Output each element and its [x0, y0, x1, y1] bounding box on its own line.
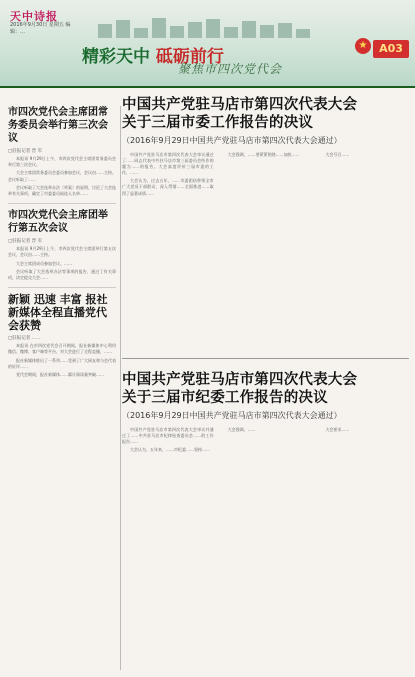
article-paragraph: 大会主席团常务委员会委员参加会议，会议由……主持。会议听取了……: [8, 170, 116, 182]
resolution-body: [122, 152, 409, 352]
resolution-title-line-2: 关于三届市委工作报告的决议: [122, 115, 314, 131]
text-column: [122, 427, 214, 609]
article-byline: □驻报记者 ……: [8, 336, 41, 342]
article-body: [8, 246, 116, 281]
resolution-title-line-1: 中国共产党驻马店市第四次代表大会: [122, 372, 358, 388]
section-motto: 聚焦市四次党代会: [178, 62, 283, 76]
text-column: [122, 152, 214, 352]
article-headline: 市四次党代会主席团举行第五次会议: [8, 210, 108, 235]
resolution-title-line-2: 关于三届市纪委工作报告的决议: [122, 390, 328, 406]
text-column: [317, 427, 409, 609]
article-paragraph: 会议听取了大会选举办法等事项的报告，通过了有关事项，决定提交大会……: [8, 268, 116, 281]
text-column: [220, 152, 312, 352]
masthead-banner: [0, 0, 415, 88]
page-number: A03: [373, 40, 409, 58]
article-body: [8, 156, 116, 197]
article-paragraph: 大会强调，……要紧紧围绕……加快……: [227, 152, 300, 157]
article-paragraph: 党代会期间，报社新媒体……累计阅读量突破……: [16, 372, 104, 378]
city-skyline-illustration: [98, 18, 338, 38]
article-paragraph: 会议听取了大会选举办法（草案）的说明，讨论了大会选举有关事项，确定了市委委员候选人名单……: [8, 184, 116, 197]
article-paragraph: 报社新媒体推出了一系列……受到了广大网友和与会代表的好评……: [8, 357, 116, 369]
article-paragraph: 大会主席团成员参加会议。……: [16, 260, 72, 266]
section-label-a: 精彩天中: [82, 47, 150, 67]
article-paragraph: 大会号召……: [325, 152, 350, 157]
resolution-subtitle: （2016年9月29日中国共产党驻马店市第四次代表大会通过）: [122, 136, 342, 145]
article-paragraph: 中国共产党驻马店市第四次代表大会审议并通过了……中共驻马店市纪律检查委员会……的工作报告……: [122, 427, 214, 445]
article-paragraph: 大会强调，……: [227, 427, 256, 432]
article-paragraph: 本报讯 在市四次党代会召开期间，报社新媒体中心利用微信、微博、客户端等平台，对大会进行了全程直播，……: [8, 343, 116, 355]
article-paragraph: 本报讯 9月29日上午，市四次党代会主席团举行第五次会议，会议由……主持。: [8, 246, 116, 258]
party-emblem-icon: ★: [355, 38, 371, 54]
resolution-title-line-1: 中国共产党驻马店市第四次代表大会: [122, 97, 358, 113]
article-byline: □驻报记者 晋 军: [8, 149, 43, 154]
article-paragraph: 中国共产党驻马店市第四次代表大会审议通过了……同志代表中共驻马店市第三届委员会所作的题为……的报告。大会高度评价三届市委的工作，……: [122, 152, 214, 176]
article-paragraph: 大会认为，过去五年，……市委团结带领全市广大党员干部群众，深入贯彻……全面推进……取得了显著成绩……: [122, 178, 214, 196]
article-paragraph: 大会认为，五年来，……市纪委……坚持……: [130, 447, 210, 453]
text-column: [317, 152, 409, 352]
divider: [122, 358, 409, 359]
article-byline: □驻报记者 晋 军: [8, 239, 43, 245]
left-article-3: [8, 293, 116, 378]
main-content: [122, 96, 409, 671]
article-headline: 市四次党代会主席团常务委员会举行第三次会议: [8, 107, 108, 144]
resolution-article-2: [122, 371, 409, 609]
article-paragraph: 大会要求……: [325, 427, 350, 432]
article-headline: 新颖 迅速 丰富 报社新媒体全程直播党代会获赞: [8, 293, 108, 333]
text-column: [220, 427, 312, 609]
article-body: [8, 343, 116, 378]
resolution-body: [122, 427, 409, 609]
left-news-column: [8, 106, 121, 670]
divider: [8, 287, 116, 288]
date-line: 2016年9月30日 星期五 编辑：…: [10, 22, 71, 35]
article-paragraph: 本报讯 9月29日上午，市四次党代会主席团常务委员会举行第三次会议。: [8, 156, 116, 168]
left-article-2: [8, 209, 116, 281]
section-label-b: 砥砺前行: [155, 47, 224, 67]
divider: [8, 203, 116, 204]
resolution-subtitle: （2016年9月29日中国共产党驻马店市第四次代表大会通过）: [122, 411, 342, 420]
left-article-1: [8, 106, 116, 197]
resolution-article-1: [122, 96, 409, 352]
paper-name: 天中诗报: [10, 10, 58, 23]
